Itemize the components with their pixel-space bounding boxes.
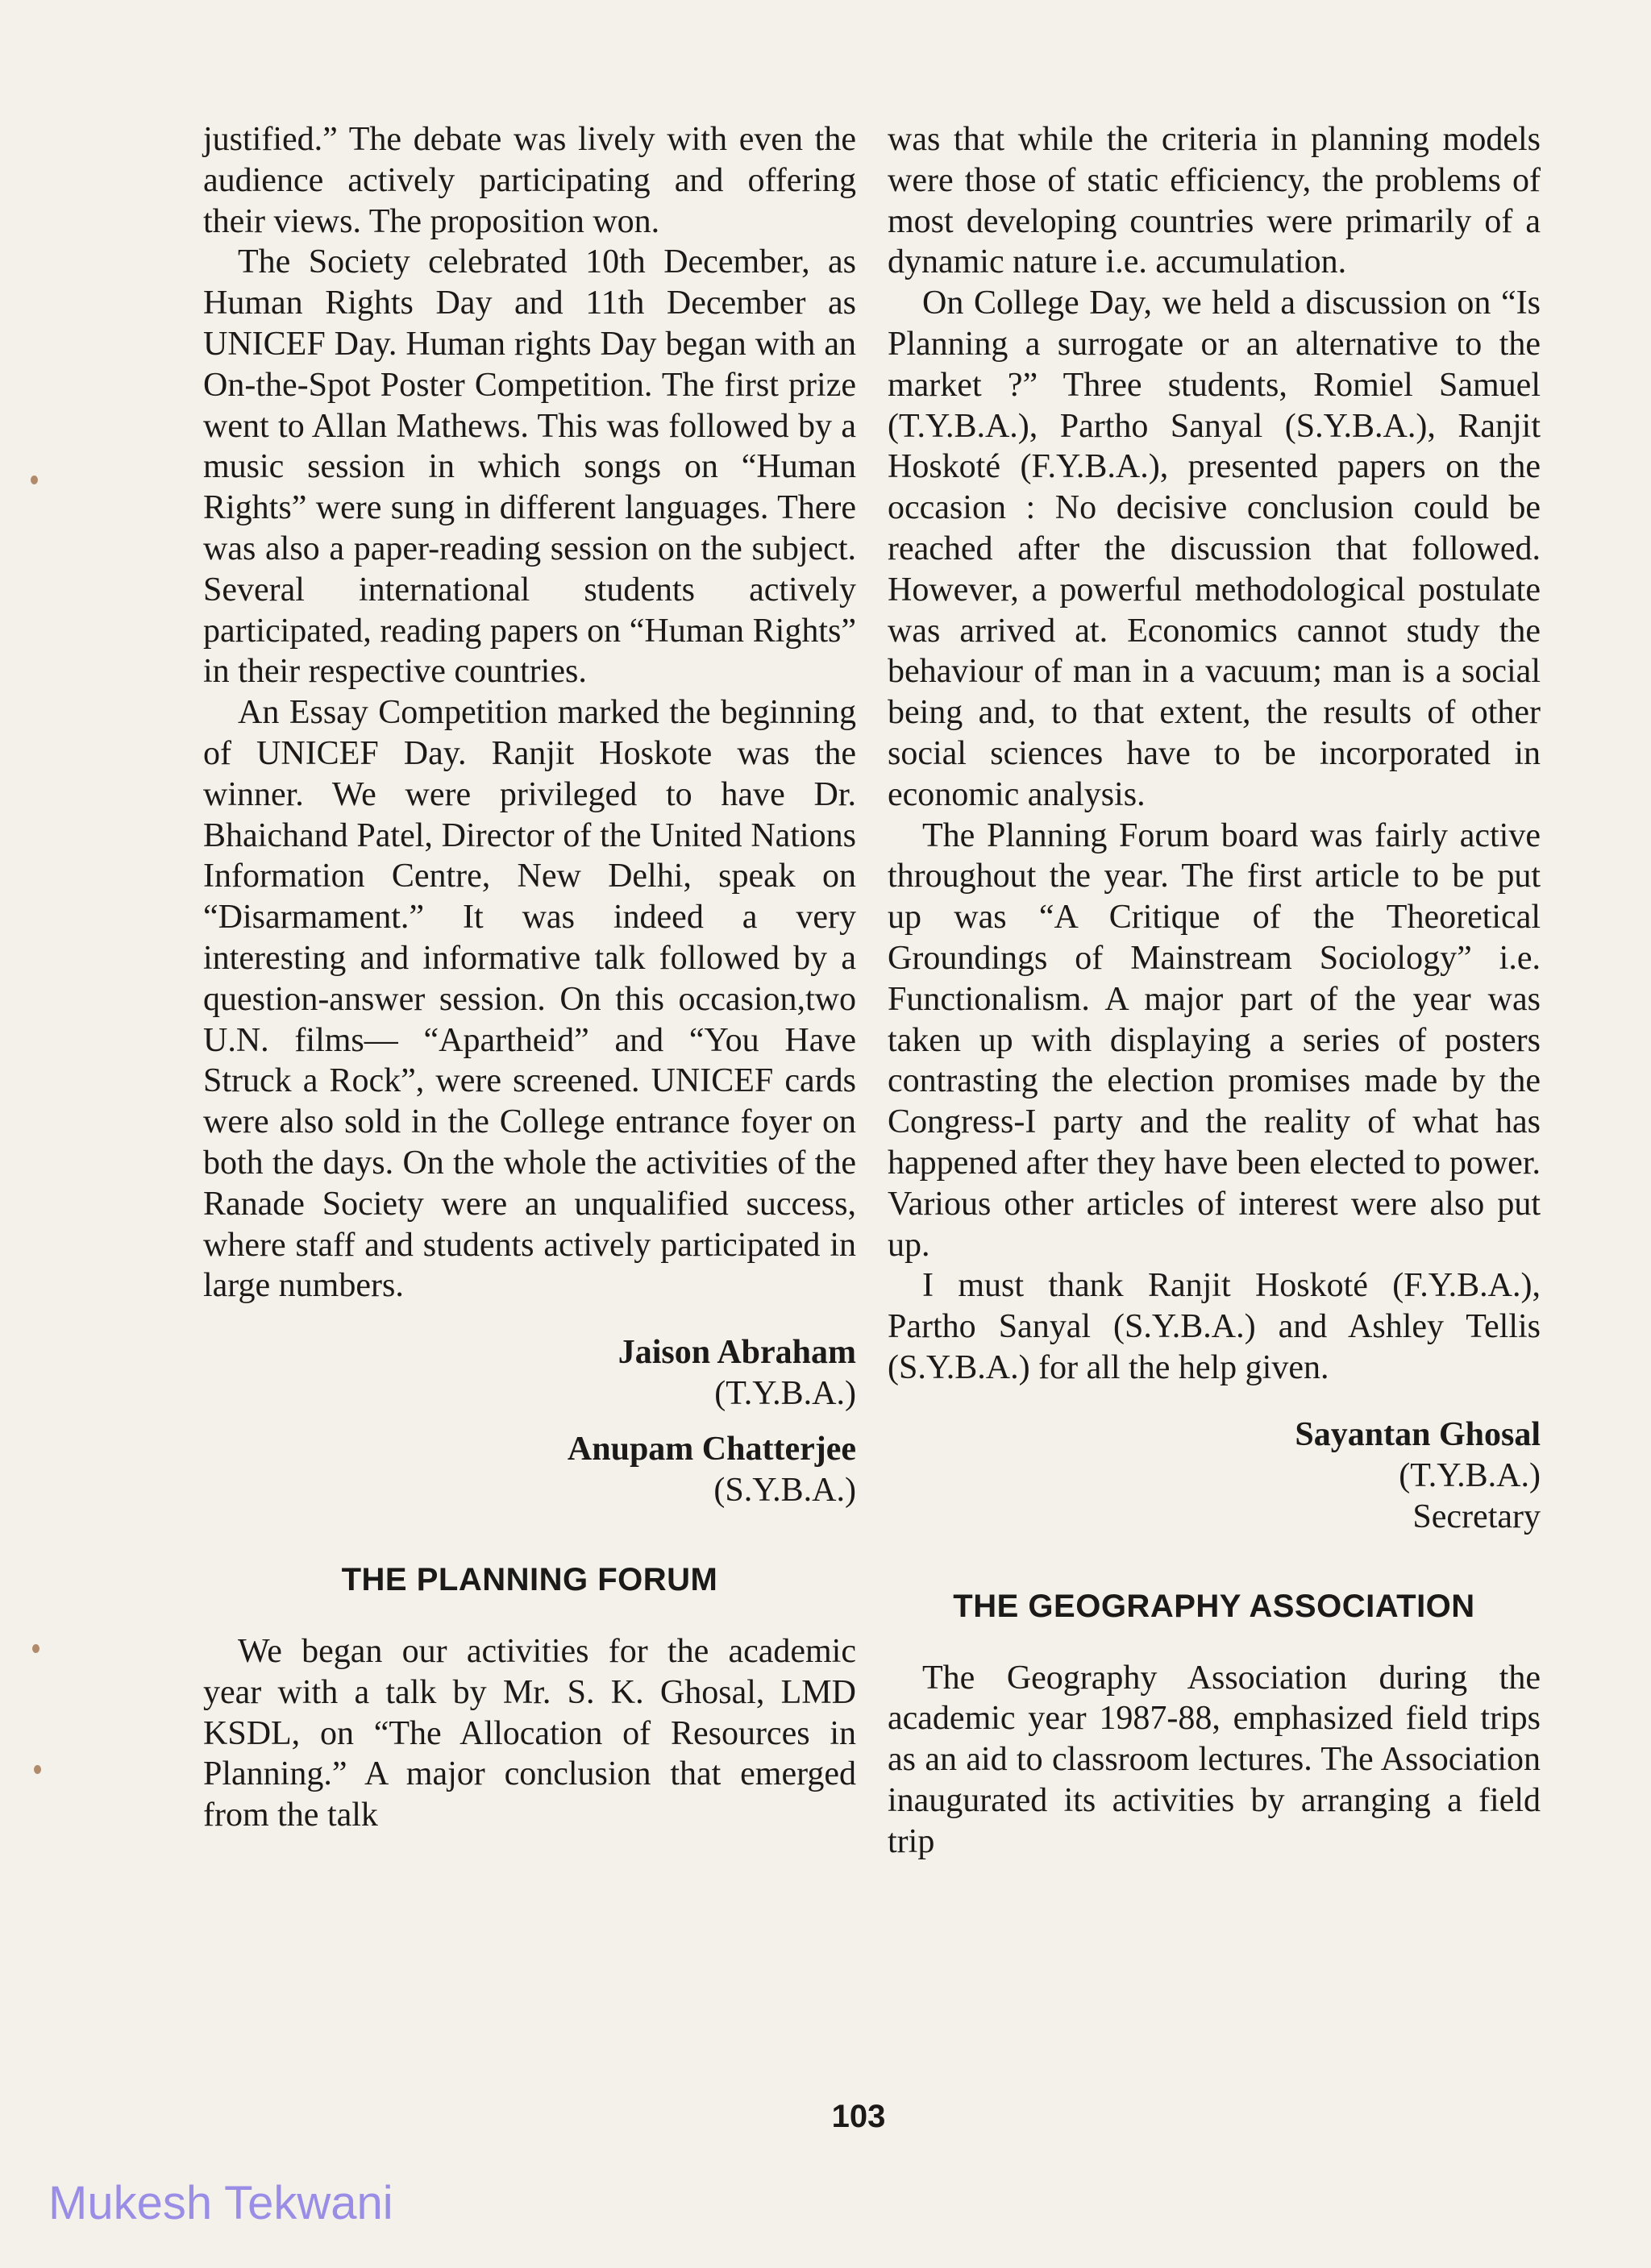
watermark: Mukesh Tekwani [48,2177,393,2229]
signature-class: (T.Y.B.A.) [1399,1456,1541,1494]
scan-speck [31,476,38,484]
section-heading-planning-forum: THE PLANNING FORUM [341,1562,718,1598]
scan-speck [34,1765,41,1774]
right-column [888,119,1541,1862]
paragraph: was that while the criteria in planning models were those of static efficiency, the problems of most developing countries were primarily of a dynamic nature i.e. accumulation. [888,121,1541,281]
signature-block [203,1332,856,1511]
signature-name: Anupam Chatterjee [567,1431,856,1468]
paragraph: The Geography Association during the academic year 1987-88, emphasized field trips as an aid to classroom lectures. The Association inaugurated its activities by arranging a field trip [888,1659,1541,1860]
paragraph: An Essay Competition marked the beginning of UNICEF Day. Ranjit Hoskote was the winner. We were privileged to have Dr. Bhaichand Patel, Director of the United Nations Information Centre, New Delhi, speak on “Disarmament.” It was indeed a very interesting and informative talk followed by a question-answer session. On this occasion,two U.N. films— “Apartheid” and “You Have Struck a Rock”, were screened. UNICEF cards were also sold in the College entrance foyer on both the days. On the whole the activities of the Ranade Society were an unqualified success, where staff and students actively participated in large numbers. [203,694,856,1305]
paragraph: On College Day, we held a discussion on “Is Planning a surrogate or an alternative to the market ?” Three students, Romiel Samuel (T.Y.B.A.), Partho Sanyal (S.Y.B.A.), Ranjit Hoskoté (F.Y.B.A.), presented papers on the occasion : No decisive conclusion could be reached after the discussion that followed. However, a powerful methodological postulate was arrived at. Economics cannot study the behaviour of man in a vacuum; man is a social being and, to that extent, the results of other social sciences have to be incorporated in economic analysis. [888,285,1541,813]
signature-name: Sayantan Ghosal [1295,1415,1541,1453]
signature-class: (S.Y.B.A.) [713,1472,856,1510]
signature-class: (T.Y.B.A.) [714,1375,856,1413]
left-column [203,119,856,1836]
paragraph: The Society celebrated 10th December, as Human Rights Day and 11th December as UNICEF Day. Human rights Day began with an On-the-Spot Poster Competition. The first prize went to Allan Mathews. This was followed by a music session in which songs on “Human Rights” were sung in different languages. There was also a paper-reading session on the subject. Several international students actively participated, reading papers on “Human Rights” in their respective countries. [203,243,856,691]
paragraph: I must thank Ranjit Hoskoté (F.Y.B.A.), Partho Sanyal (S.Y.B.A.) and Ashley Tellis (S.Y.B.A.) for all the help given. [888,1267,1541,1386]
paragraph: justified.” The debate was lively with even the audience actively participating and offering their views. The proposition won. [203,121,856,240]
paragraph: We began our activities for the academic year with a talk by Mr. S. K. Ghosal, LMD KSDL, on “The Allocation of Resources in Planning.” A major conclusion that emerged from the talk [203,1632,856,1834]
paragraph: The Planning Forum board was fairly active throughout the year. The first article to be put up was “A Critique of the Theoretical Groundings of Mainstream Sociology” i.e. Functionalism. A major part of the year was taken up with displaying a series of posters contrasting the election promises made by the Congress-I party and the reality of what has happened after they have been elected to power. Various other articles of interest were also put up. [888,816,1541,1264]
scan-speck [32,1644,40,1653]
section-heading-geography-association: THE GEOGRAPHY ASSOCIATION [953,1588,1475,1624]
signature-name: Jaison Abraham [618,1334,856,1372]
signature-block [888,1414,1541,1538]
page-number: 103 [831,2099,886,2134]
signature-role: Secretary [1412,1497,1541,1535]
